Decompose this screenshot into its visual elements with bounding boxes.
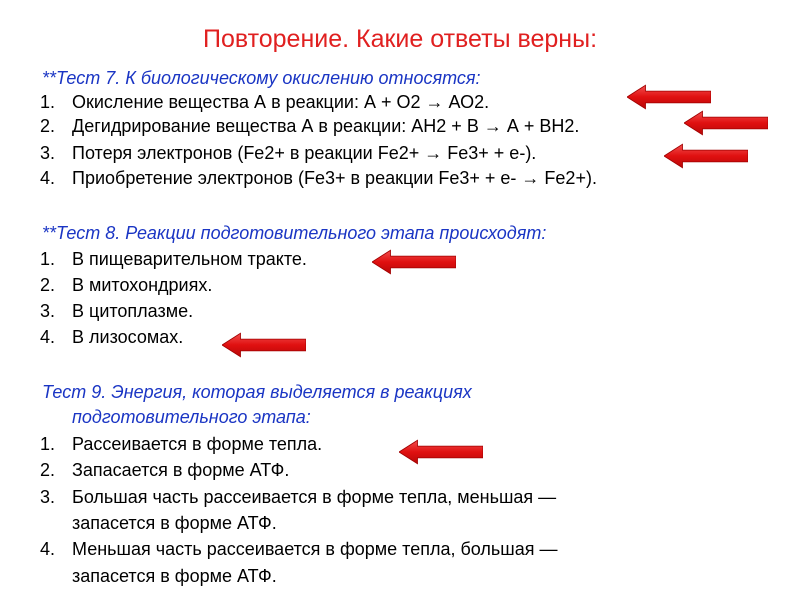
item-number: 3. <box>40 301 56 321</box>
item-number: 4. <box>40 327 56 347</box>
left-arrow-icon <box>664 143 748 169</box>
test-7-heading: **Тест 7. К биологическому окислению относятся: <box>42 68 481 88</box>
item-number: 1. <box>40 434 56 454</box>
item-text: Приобретение электронов (Fe3+ в реакции Fe3+ + e- → Fe2+). <box>72 168 597 188</box>
item-text: Дегидрирование вещества А в реакции: АН2 + В → А + ВН2. <box>72 116 580 136</box>
item-number: 2. <box>40 116 56 136</box>
item-number: 4. <box>40 168 56 188</box>
left-arrow-icon <box>372 249 456 275</box>
left-arrow-icon <box>684 110 768 136</box>
item-text: Меньшая часть рассеивается в форме тепла, большая — <box>72 539 558 559</box>
item-number: 2. <box>40 460 56 480</box>
page-title: Повторение. Какие ответы верны: <box>202 25 598 53</box>
item-text: В цитоплазме. <box>72 301 194 321</box>
item-number: 3. <box>40 143 56 163</box>
item-text: запасется в форме АТФ. <box>72 566 277 586</box>
item-text: Окисление вещества А в реакции: А + О2 → АО2. <box>72 92 490 112</box>
item-text: Запасается в форме АТФ. <box>72 460 290 480</box>
item-number: 1. <box>40 249 56 269</box>
left-arrow-icon <box>627 84 711 110</box>
test-9-heading-line-2: подготовительного этапа: <box>72 407 311 427</box>
item-text: В митохондриях. <box>72 275 213 295</box>
item-text: В пищеварительном тракте. <box>72 249 307 269</box>
item-number: 1. <box>40 92 56 112</box>
test-9-heading-line-1: Тест 9. Энергия, которая выделяется в реакциях <box>42 382 472 402</box>
item-number: 2. <box>40 275 56 295</box>
item-text: Большая часть рассеивается в форме тепла, меньшая — <box>72 487 557 507</box>
item-text: В лизосомах. <box>72 327 184 347</box>
item-number: 4. <box>40 539 56 559</box>
item-number: 3. <box>40 487 56 507</box>
item-text: Потеря электронов (Fe2+ в реакции Fe2+ → Fe3+ + e-). <box>72 143 537 163</box>
left-arrow-icon <box>222 332 306 358</box>
item-text: запасется в форме АТФ. <box>72 513 277 533</box>
test-8-heading: **Тест 8. Реакции подготовительного этапа происходят: <box>42 223 547 243</box>
item-text: Рассеивается в форме тепла. <box>72 434 323 454</box>
left-arrow-icon <box>399 439 483 465</box>
